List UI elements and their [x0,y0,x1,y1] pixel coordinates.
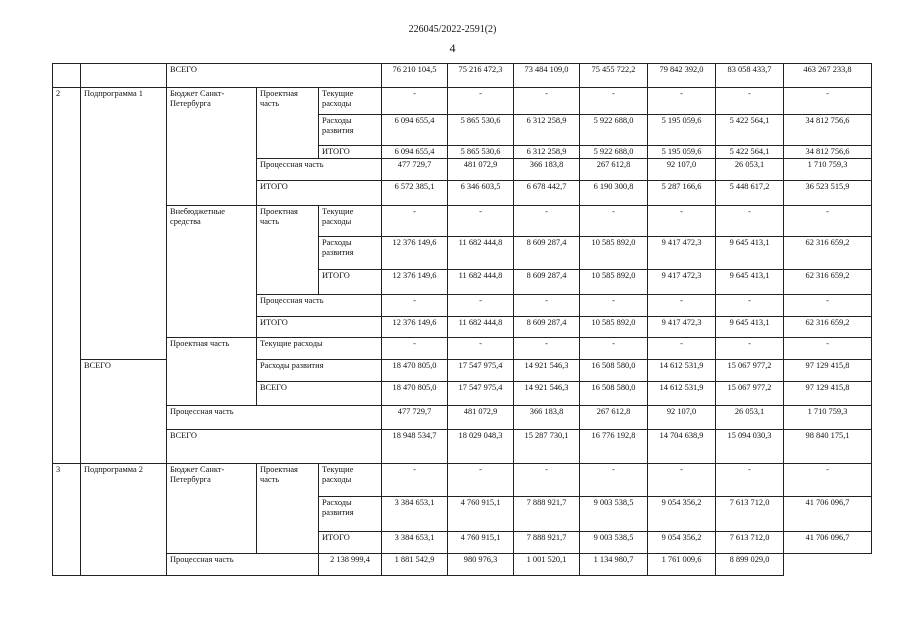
value-cell: 12 376 149,6 [382,237,448,270]
value-cell: 5 865 530,6 [448,115,514,146]
value-cell: 92 107,0 [648,406,716,430]
value-cell: 98 840 175,1 [784,430,872,464]
value-cell: - [784,338,872,360]
value-cell: 15 067 977,2 [716,382,784,406]
value-cell: 5 448 617,2 [716,181,784,206]
row-label: Процессная часть [257,295,382,317]
value-cell: - [448,295,514,317]
value-cell: - [648,295,716,317]
part-label: Проектная часть [257,206,319,295]
value-cell: - [716,88,784,115]
value-cell: - [580,295,648,317]
part-label: Проектная часть [167,338,257,406]
value-cell: 1 710 759,3 [784,159,872,181]
total-label: ВСЕГО [81,360,167,464]
value-cell: 366 183,8 [514,159,580,181]
table-row [53,406,872,430]
row-label: ВСЕГО [167,430,382,464]
value-cell: 17 547 975,4 [448,382,514,406]
value-cell: 477 729,7 [382,406,448,430]
value-cell: 5 922 688,0 [580,146,648,159]
value-cell: 62 316 659,2 [784,237,872,270]
value-cell: 12 376 149,6 [382,270,448,295]
value-cell: 79 842 392,0 [648,64,716,88]
value-cell: 980 976,3 [448,554,514,576]
value-cell: 16 776 192,8 [580,430,648,464]
value-cell: - [580,206,648,237]
value-cell: - [382,464,448,497]
row-label: ИТОГО [257,317,382,338]
value-cell: - [648,338,716,360]
value-cell: 14 921 546,3 [514,360,580,382]
value-cell: 75 455 722,2 [580,64,648,88]
value-cell: 36 523 515,9 [784,181,872,206]
row-number: 3 [53,464,81,576]
value-cell: 4 760 915,1 [448,497,514,532]
value-cell: 3 384 653,1 [382,532,448,554]
value-cell: - [448,464,514,497]
value-cell: 6 094 655,4 [382,146,448,159]
value-cell: 3 384 653,1 [382,497,448,532]
value-cell: 7 613 712,0 [716,497,784,532]
value-cell: 62 316 659,2 [784,317,872,338]
value-cell: 11 682 444,8 [448,237,514,270]
value-cell: 11 682 444,8 [448,270,514,295]
expense-type: ИТОГО [319,532,382,554]
value-cell: 7 888 921,7 [514,532,580,554]
value-cell: 34 812 756,6 [784,115,872,146]
value-cell: 267 612,8 [580,159,648,181]
value-cell: 18 470 805,0 [382,382,448,406]
value-cell: 1 710 759,3 [784,406,872,430]
budget-table [52,63,872,576]
row-label: Процессная часть [167,406,382,430]
expense-type: Текущие расходы [319,206,382,237]
value-cell: - [514,338,580,360]
value-cell: 463 267 233,8 [784,64,872,88]
value-cell: 9 003 538,5 [580,532,648,554]
value-cell: 5 922 688,0 [580,115,648,146]
expense-type: ВСЕГО [257,382,382,406]
part-label: Проектная часть [257,88,319,159]
value-cell: - [648,88,716,115]
expense-type: Расходы развития [257,360,382,382]
value-cell: - [580,464,648,497]
value-cell: - [716,338,784,360]
value-cell: 9 054 356,2 [648,532,716,554]
value-cell: 14 612 531,9 [648,360,716,382]
value-cell: 8 609 287,4 [514,270,580,295]
value-cell: - [514,295,580,317]
value-cell: 5 865 530,6 [448,146,514,159]
value-cell: 8 609 287,4 [514,317,580,338]
value-cell: 6 312 258,9 [514,115,580,146]
value-cell: 8 899 029,0 [716,554,784,576]
expense-type: Расходы развития [319,115,382,146]
value-cell: - [784,295,872,317]
value-cell: 41 706 096,7 [784,532,872,554]
value-cell: 11 682 444,8 [448,317,514,338]
row-label: Процессная часть [257,159,382,181]
value-cell: 17 547 975,4 [448,360,514,382]
value-cell: - [716,206,784,237]
value-cell: 73 484 109,0 [514,64,580,88]
value-cell: 6 190 300,8 [580,181,648,206]
table-row [53,464,872,497]
subprogram-name: Подпрограмма 1 [81,88,167,360]
expense-type: ИТОГО [319,146,382,159]
value-cell: 7 613 712,0 [716,532,784,554]
value-cell: - [580,88,648,115]
row-label: ВСЕГО [167,64,382,88]
value-cell: 26 053,1 [716,406,784,430]
funding-source: Внебюджетные средства [167,206,257,338]
table-row [53,206,872,237]
value-cell: 75 216 472,3 [448,64,514,88]
expense-type: Текущие расходы [257,338,382,360]
value-cell: 5 195 059,6 [648,146,716,159]
value-cell: 4 760 915,1 [448,532,514,554]
table-row [53,554,872,576]
value-cell: 6 094 655,4 [382,115,448,146]
value-cell: 16 508 580,0 [580,360,648,382]
value-cell: 9 645 413,1 [716,270,784,295]
expense-type: Расходы развития [319,497,382,532]
value-cell: 6 572 385,1 [382,181,448,206]
value-cell: - [514,88,580,115]
value-cell: 26 053,1 [716,159,784,181]
value-cell: 76 210 104,5 [382,64,448,88]
value-cell: - [382,88,448,115]
row-number: 2 [53,88,81,464]
value-cell: 10 585 892,0 [580,317,648,338]
value-cell: 1 001 520,1 [514,554,580,576]
document-number: 226045/2022-2591(2) [408,24,497,35]
value-cell: - [784,464,872,497]
value-cell: 9 417 472,3 [648,270,716,295]
value-cell: 41 706 096,7 [784,497,872,532]
value-cell: 6 678 442,7 [514,181,580,206]
expense-type: Текущие расходы [319,88,382,115]
value-cell: 2 138 999,4 [319,554,382,576]
value-cell: - [448,338,514,360]
value-cell: 9 645 413,1 [716,237,784,270]
value-cell: 1 134 980,7 [580,554,648,576]
value-cell: 12 376 149,6 [382,317,448,338]
value-cell: - [382,206,448,237]
value-cell: 9 054 356,2 [648,497,716,532]
value-cell: 7 888 921,7 [514,497,580,532]
value-cell: - [382,338,448,360]
expense-type: Расходы развития [319,237,382,270]
value-cell: 97 129 415,8 [784,382,872,406]
value-cell: 9 417 472,3 [648,237,716,270]
value-cell: - [448,88,514,115]
expense-type: ИТОГО [319,270,382,295]
value-cell: 83 058 433,7 [716,64,784,88]
value-cell: 97 129 415,8 [784,360,872,382]
value-cell: 5 422 564,1 [716,146,784,159]
value-cell: 62 316 659,2 [784,270,872,295]
row-label: Процессная часть [167,554,319,576]
value-cell: - [382,295,448,317]
value-cell: 267 612,8 [580,406,648,430]
value-cell: 34 812 756,6 [784,146,872,159]
value-cell: 6 346 603,5 [448,181,514,206]
value-cell: - [514,206,580,237]
value-cell: - [514,464,580,497]
value-cell: 6 312 258,9 [514,146,580,159]
table-row [53,338,872,360]
value-cell: - [448,206,514,237]
value-cell: 92 107,0 [648,159,716,181]
value-cell: 15 067 977,2 [716,360,784,382]
value-cell: - [580,338,648,360]
value-cell: 5 195 059,6 [648,115,716,146]
value-cell: 481 072,9 [448,406,514,430]
value-cell: 18 470 805,0 [382,360,448,382]
value-cell: 9 645 413,1 [716,317,784,338]
value-cell: 481 072,9 [448,159,514,181]
value-cell: 18 029 048,3 [448,430,514,464]
value-cell: - [784,88,872,115]
value-cell: 1 761 009,6 [648,554,716,576]
value-cell: 5 422 564,1 [716,115,784,146]
value-cell: 15 094 030,3 [716,430,784,464]
value-cell: 5 287 166,6 [648,181,716,206]
value-cell: - [648,206,716,237]
part-label: Проектная часть [257,464,319,554]
expense-type: Текущие расходы [319,464,382,497]
value-cell: - [716,295,784,317]
value-cell: 15 287 730,1 [514,430,580,464]
value-cell: 366 183,8 [514,406,580,430]
value-cell: 14 921 546,3 [514,382,580,406]
table-row [53,64,872,88]
value-cell: 9 417 472,3 [648,317,716,338]
value-cell: - [784,206,872,237]
value-cell: 477 729,7 [382,159,448,181]
value-cell: - [716,464,784,497]
subprogram-name: Подпрограмма 2 [81,464,167,576]
funding-source: Бюджет Санкт-Петербурга [167,88,257,206]
value-cell: 1 881 542,9 [382,554,448,576]
table-row [53,88,872,115]
value-cell: 14 704 638,9 [648,430,716,464]
value-cell: 10 585 892,0 [580,270,648,295]
table-row [53,430,872,464]
value-cell: 14 612 531,9 [648,382,716,406]
value-cell: 10 585 892,0 [580,237,648,270]
row-label: ИТОГО [257,181,382,206]
value-cell: 18 948 534,7 [382,430,448,464]
value-cell: - [648,464,716,497]
page-number: 4 [449,41,456,55]
value-cell: 16 508 580,0 [580,382,648,406]
value-cell: 8 609 287,4 [514,237,580,270]
funding-source: Бюджет Санкт-Петербурга [167,464,257,554]
value-cell: 9 003 538,5 [580,497,648,532]
